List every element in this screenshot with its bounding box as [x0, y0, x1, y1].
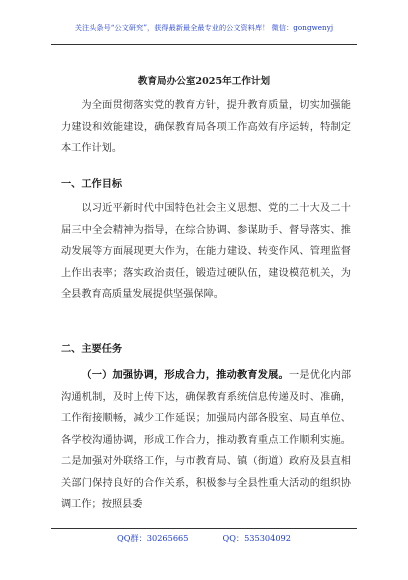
footer-divider	[51, 528, 357, 529]
task-1-body: 一是优化内部沟通机制，及时上传下达，确保教育系统信息传递及时、准确，工作衔接顺畅，减少工作延误；加强局内部各股室、局直单位、各学校沟通协调，形成工作合力，推动教育重点工作顺利实施。二是加强对外联络工作，与市教育局、镇（街道）政府及县直相关部门保持良好的合作关系，积极参与全县性重大活动的组织协调工作；按照县委	[61, 370, 352, 510]
section-heading-tasks: 二、主要任务	[61, 343, 123, 355]
section-heading-goals: 一、工作目标	[61, 178, 123, 190]
footer-qq: QQ：535304092	[222, 533, 291, 543]
intro-paragraph: 为全面贯彻落实党的教育方针，提升教育质量，切实加强能力建设和效能建设，确保教育局各项工作高效有序运转，特制定本工作计划。	[61, 100, 351, 154]
header-banner: 关注头条号“公文研究”，获得最新最全最专业的公文资料库！ 微信：gongwenyj	[74, 23, 334, 32]
task-paragraph-1	[61, 365, 351, 516]
footer-qq-group: QQ群：30265665	[117, 533, 189, 543]
document-title: 教育局办公室2025年工作计划	[137, 76, 271, 87]
footer-contact	[0, 533, 408, 544]
header-divider	[51, 44, 357, 45]
goals-paragraph: 以习近平新时代中国特色社会主义思想、党的二十大及二十届三中全会精神为指导，在综合协调、参谋助手、督导落实、推动发展等方面展现更大作为，在能力建设、转变作风、管理监督上作出表率；落实政治责任，锻造过硬队伍，建设模范机关，为全县教育高质量发展提供坚强保障。	[61, 203, 351, 300]
task-1-heading: （一）加强协调，形成合力，推动教育发展。	[81, 369, 289, 381]
